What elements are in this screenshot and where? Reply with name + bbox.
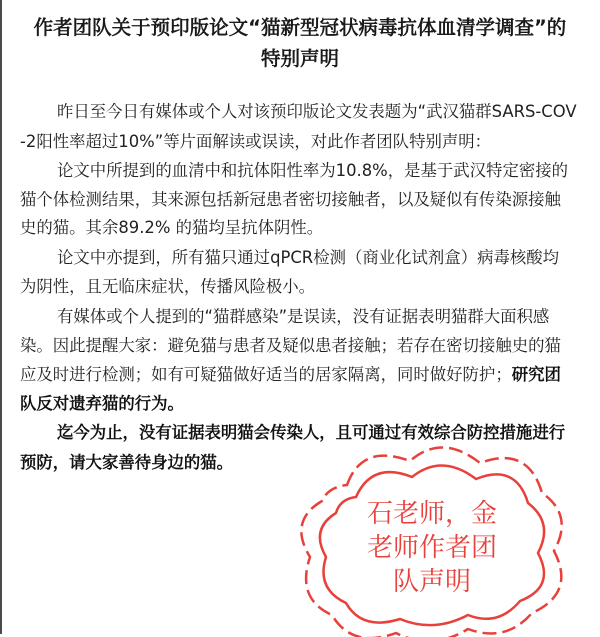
- paragraph-4-bold-text-a: 研究团: [511, 365, 561, 384]
- paragraph-4-line-3: [20, 364, 590, 386]
- paragraph-3-line-2: 为阴性，且无临床症状，传播风险极小。: [20, 277, 316, 296]
- paragraph-5-line-1-bold: 迄今为止，没有证据表明猫会传染人，且可通过有效综合防控措施进行: [57, 423, 566, 442]
- paragraph-1-line-2: -2阳性率超过10%”等片面解读或误读，对此作者团队特别声明：: [20, 132, 492, 151]
- stamp-line-3: 队声明: [392, 567, 471, 597]
- red-cloud-stamp: [292, 437, 572, 637]
- paragraph-4-line-1: 有媒体或个人提到的“猫群感染”是误读，没有证据表明猫群大面积感: [57, 307, 550, 326]
- paragraph-1-line-1: 昨日至今日有媒体或个人对该预印版论文发表题为“武汉猫群SARS-COV: [57, 102, 577, 121]
- stamp-line-2: 老师作者团: [366, 533, 497, 563]
- paragraph-4-line-2: 染。因此提醒大家：避免猫与患者及疑似患者接触；若存在密切接触史的猫: [20, 336, 561, 355]
- paragraph-2-line-2: 猫个体检测结果，其来源包括新冠患者密切接触者，以及疑似有传染源接触: [20, 190, 561, 209]
- stamp-line-1: 石老师，金: [366, 499, 497, 529]
- title-line-1: 作者团队关于预印版论文“猫新型冠状病毒抗体血清学调查”的: [33, 16, 567, 39]
- paragraph-4-line-3-text: 应及时进行检测；如有可疑猫做好适当的居家隔离，同时做好防护；: [20, 365, 512, 384]
- paragraph-4-line-4-bold: 队反对遗弃猫的行为。: [20, 394, 184, 413]
- left-edge-divider: [0, 0, 2, 634]
- paragraph-2-line-1: 论文中所提到的血清中和抗体阳性率为10.8%，是基于武汉特定密接的: [57, 161, 569, 180]
- paragraph-5-line-2-bold: 预防，请大家善待身边的猫。: [20, 453, 234, 472]
- paragraph-3-line-1: 论文中亦提到，所有猫只通过qPCR检测（商业化试剂盒）病毒核酸均: [57, 248, 560, 267]
- title-line-2: 特别声明: [260, 47, 339, 70]
- paragraph-2-line-3: 史的猫。其余89.2% 的猫均呈抗体阴性。: [20, 218, 324, 237]
